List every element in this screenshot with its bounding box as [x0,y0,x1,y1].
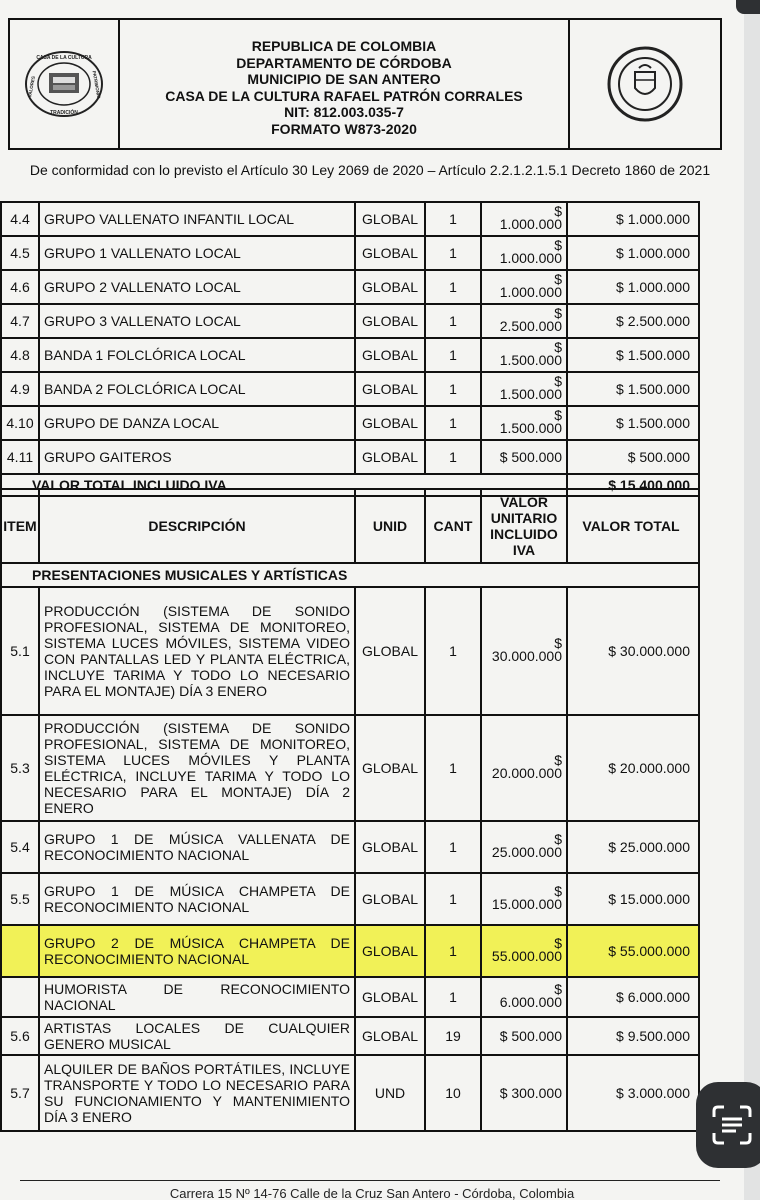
currency-symbol: $ [554,635,562,651]
unit-value: 1.000.000 [499,284,562,300]
item-number: 4.8 [1,338,39,372]
item-number: 4.4 [1,202,39,236]
item-number: 4.10 [1,406,39,440]
item-description: GRUPO 1 DE MÚSICA CHAMPETA DE RECONOCIMIENTO NACIONAL [39,873,355,925]
table-row [1,587,699,715]
item-unit: GLOBAL [355,270,425,304]
unit-value: 55.000.000 [491,948,562,964]
item-total: $ 9.500.000 [567,1017,699,1055]
item-quantity: 1 [425,270,481,304]
item-quantity: 1 [425,715,481,821]
item-quantity: 1 [425,873,481,925]
item-total: $ 1.000.000 [567,270,699,304]
item-description: BANDA 1 FOLCLÓRICA LOCAL [39,338,355,372]
legal-reference-text: De conformidad con lo previsto el Artículo 30 Ley 2069 de 2020 – Artículo 2.2.1.2.1.5.1 Decreto 1860 de 2021 [29,162,711,178]
seal-cell [568,20,720,148]
currency-symbol: $ [554,407,562,423]
item-unit: GLOBAL [355,873,425,925]
unit-value: 25.000.000 [491,844,562,860]
unit-value-cell [481,925,567,977]
col-header-unid: UNID [355,489,425,563]
item-description: GRUPO 1 VALLENATO LOCAL [39,236,355,270]
unit-value-cell [481,304,567,338]
item-total: $ 1.000.000 [567,236,699,270]
item-quantity: 1 [425,925,481,977]
item-total: $ 55.000.000 [567,925,699,977]
scan-text-icon [710,1103,754,1147]
item-unit: GLOBAL [355,202,425,236]
currency-symbol: $ [554,981,562,997]
currency-symbol: $ [554,203,562,219]
item-quantity: 1 [425,202,481,236]
item-number: 5.5 [1,873,39,925]
section5-title: PRESENTACIONES MUSICALES Y ARTÍSTICAS [1,563,699,587]
svg-text:PATRIMONIO: PATRIMONIO [91,70,102,100]
item-unit: GLOBAL [355,925,425,977]
unit-value-cell [481,372,567,406]
item-total: $ 30.000.000 [567,587,699,715]
section5-table [0,488,700,1132]
item-unit: GLOBAL [355,715,425,821]
col-header-unit-value: VALOR UNITARIO INCLUIDO IVA [481,489,567,563]
item-description: BANDA 2 FOLCLÓRICA LOCAL [39,372,355,406]
item-unit: GLOBAL [355,372,425,406]
item-number [1,977,39,1017]
table-row [1,304,699,338]
item-description: GRUPO VALLENATO INFANTIL LOCAL [39,202,355,236]
item-total: $ 25.000.000 [567,821,699,873]
currency-symbol: $ [554,883,562,899]
table-row [1,202,699,236]
unit-value: 1.500.000 [499,386,562,402]
section4-table [0,201,700,497]
unit-value-cell [481,873,567,925]
table-row [1,270,699,304]
item-number [1,925,39,977]
item-quantity: 1 [425,372,481,406]
item-number: 5.1 [1,587,39,715]
item-description: PRODUCCIÓN (SISTEMA DE SONIDO PROFESIONAL, SISTEMA DE MONITOREO, SISTEMA LUCES MÓVILES Y PLANTA ELÉCTRICA, INCLUYE TARIMA Y TODO LO NECESARIO PARA EL MONTAJE) DÍA 2 ENERO [39,715,355,821]
item-description: ALQUILER DE BAÑOS PORTÁTILES, INCLUYE TRANSPORTE Y TODO LO NECESARIO PARA SU FUNCIONAMIENTO Y MANTENIMIENTO DÍA 3 ENERO [39,1055,355,1131]
item-unit: GLOBAL [355,304,425,338]
svg-text:CASA DE LA CULTURA: CASA DE LA CULTURA [36,55,92,61]
header-line-institution: CASA DE LA CULTURA RAFAEL PATRÓN CORRALES [165,87,523,104]
unit-value-cell [481,406,567,440]
col-header-total-value: VALOR TOTAL [567,489,699,563]
item-unit: GLOBAL [355,338,425,372]
item-unit: GLOBAL [355,406,425,440]
item-number: 4.11 [1,440,39,474]
col-header-cant: CANT [425,489,481,563]
total-value: $ 15.400.000 [567,474,699,496]
item-number: 5.3 [1,715,39,821]
item-quantity: 1 [425,236,481,270]
item-description: GRUPO 1 DE MÚSICA VALLENATA DE RECONOCIMIENTO NACIONAL [39,821,355,873]
casa-cultura-logo-icon [23,49,105,119]
currency-symbol: $ [554,305,562,321]
currency-symbol: $ [554,271,562,287]
header-line-format: FORMATO W873-2020 [271,120,417,137]
item-quantity: 1 [425,338,481,372]
table-row [1,821,699,873]
table-row [1,338,699,372]
item-total: $ 500.000 [567,440,699,474]
svg-text:VALORES: VALORES [27,75,36,98]
page-edge [744,0,760,1200]
item-quantity: 1 [425,406,481,440]
col-header-item: ITEM [1,489,39,563]
currency-symbol: $ [554,831,562,847]
table-row [1,236,699,270]
header-line-nit: NIT: 812.003.035-7 [284,104,404,120]
header-title-block [120,20,568,148]
unit-value-cell [481,270,567,304]
item-total: $ 20.000.000 [567,715,699,821]
column-header-row [1,489,699,563]
item-total: $ 1.500.000 [567,406,699,440]
item-unit: GLOBAL [355,440,425,474]
item-number: 4.6 [1,270,39,304]
item-total: $ 1.000.000 [567,202,699,236]
unit-value-cell [481,715,567,821]
header-line-department: DEPARTAMENTO DE CÓRDOBA [236,54,452,71]
item-total: $ 1.500.000 [567,338,699,372]
table-row [1,1017,699,1055]
unit-value-cell [481,821,567,873]
item-description: GRUPO DE DANZA LOCAL [39,406,355,440]
item-total: $ 6.000.000 [567,977,699,1017]
unit-value: 1.000.000 [499,250,562,266]
table-row [1,873,699,925]
currency-symbol: $ [554,373,562,389]
table-row [1,977,699,1017]
currency-symbol: $ [554,237,562,253]
unit-value-cell [481,587,567,715]
item-quantity: 19 [425,1017,481,1055]
footer-address: Carrera 15 Nº 14-76 Calle de la Cruz San Antero - Córdoba, Colombia [169,1186,575,1200]
unit-value: 1.500.000 [499,352,562,368]
item-number: 5.4 [1,821,39,873]
unit-value: 1.500.000 [499,420,562,436]
total-label: VALOR TOTAL INCLUIDO IVA [1,474,567,496]
table-row [1,925,699,977]
item-number: 4.7 [1,304,39,338]
unit-value-cell [481,202,567,236]
document-header [8,18,722,150]
item-total: $ 15.000.000 [567,873,699,925]
colombia-seal-icon [603,42,687,126]
header-line-republic: REPUBLICA DE COLOMBIA [251,38,437,54]
unit-value-cell [481,977,567,1017]
item-quantity: 1 [425,440,481,474]
unit-value: 20.000.000 [491,765,562,781]
corner-overlay-button[interactable] [736,0,760,14]
item-description: HUMORISTA DE RECONOCIMIENTO NACIONAL [39,977,355,1017]
unit-value: $ 300.000 [499,1084,562,1101]
col-header-description: DESCRIPCIÓN [39,489,355,563]
header-line-municipality: MUNICIPIO DE SAN ANTERO [247,71,441,87]
item-number: 5.7 [1,1055,39,1131]
unit-value: 15.000.000 [491,896,562,912]
item-number: 4.9 [1,372,39,406]
item-description: GRUPO GAITEROS [39,440,355,474]
unit-value: $ 500.000 [499,1027,562,1044]
unit-value-cell [481,338,567,372]
item-unit: GLOBAL [355,236,425,270]
item-unit: GLOBAL [355,587,425,715]
unit-value-cell [481,1055,567,1131]
unit-value: 6.000.000 [499,994,562,1010]
table-row [1,715,699,821]
table-row [1,440,699,474]
unit-value-cell [481,440,567,474]
item-unit: GLOBAL [355,821,425,873]
item-description: ARTISTAS LOCALES DE CUALQUIER GENERO MUSICAL [39,1017,355,1055]
item-unit: UND [355,1055,425,1131]
item-number: 4.5 [1,236,39,270]
currency-symbol: $ [554,339,562,355]
currency-symbol: $ [554,935,562,951]
item-description: PRODUCCIÓN (SISTEMA DE SONIDO PROFESIONAL, SISTEMA DE MONITOREO, SISTEMA LUCES MÓVILES, SISTEMA VIDEO CON PANTALLAS LED Y PLANTA ELÉCTRICA, INCLUYE TARIMA Y TODO LO NECESARIO PARA EL MONTAJE) DÍA 3 ENERO [39,587,355,715]
currency-symbol: $ [554,752,562,768]
table-row [1,372,699,406]
item-quantity: 1 [425,587,481,715]
item-description: GRUPO 2 VALLENATO LOCAL [39,270,355,304]
table-row [1,406,699,440]
item-total: $ 3.000.000 [567,1055,699,1131]
unit-value: $ 500.000 [499,448,562,465]
section5-title-row [1,563,699,587]
item-number: 5.6 [1,1017,39,1055]
item-unit: GLOBAL [355,1017,425,1055]
item-quantity: 1 [425,977,481,1017]
item-description: GRUPO 3 VALLENATO LOCAL [39,304,355,338]
item-quantity: 1 [425,304,481,338]
unit-value: 30.000.000 [491,648,562,664]
unit-value-cell [481,1017,567,1055]
item-unit: GLOBAL [355,977,425,1017]
text-scan-button[interactable] [696,1082,760,1168]
unit-value-cell [481,236,567,270]
table-row [1,1055,699,1131]
unit-value: 1.000.000 [499,216,562,232]
svg-text:TRADICIÓN: TRADICIÓN [50,110,78,116]
logo-cell [10,20,120,148]
unit-value: 2.500.000 [499,318,562,334]
item-total: $ 1.500.000 [567,372,699,406]
item-description: GRUPO 2 DE MÚSICA CHAMPETA DE RECONOCIMIENTO NACIONAL [39,925,355,977]
footer-divider [20,1180,720,1181]
item-total: $ 2.500.000 [567,304,699,338]
item-quantity: 10 [425,1055,481,1131]
item-quantity: 1 [425,821,481,873]
